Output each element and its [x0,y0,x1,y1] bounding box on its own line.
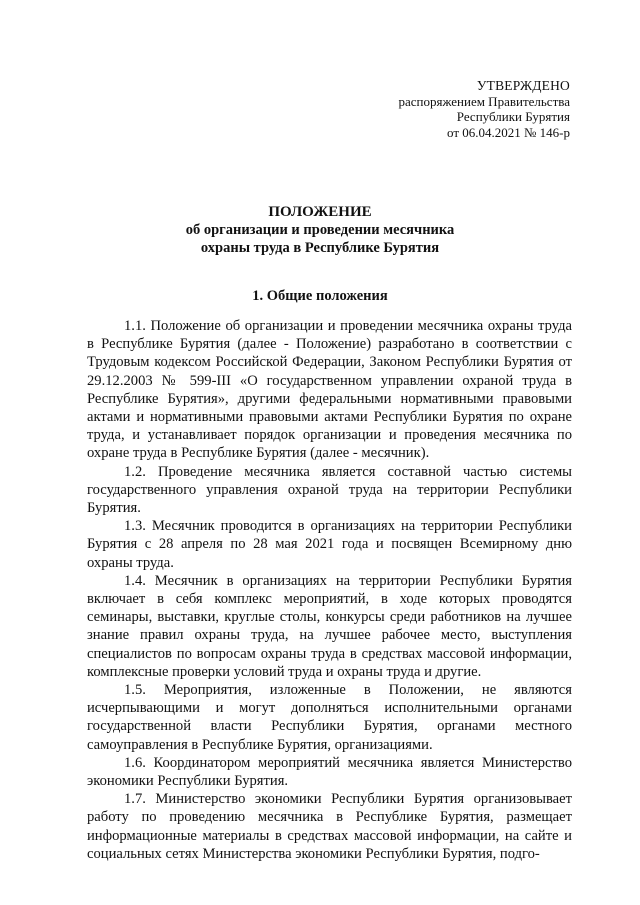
document-title [0,203,640,257]
document-body [87,317,572,863]
title-main: ПОЛОЖЕНИЕ [268,204,372,220]
approval-authority: распоряжением Правительства [398,93,570,109]
approval-stamp [398,78,570,140]
paragraph-1-1: 1.1. Положение об организации и проведении месячника охраны труда в Республике Бурятия (далее - Положение) разработано в соответствии с Трудовым кодексом Российской Федерации, Законом Республики Бурятия от 29.12.2003 № 599-III «О государственном управлении охраной труда в Республике Бурятия», другими федеральными нормативными правовыми актами и нормативными правовыми актами Республики Бурятия по охране труда, и устанавливает порядок организации и проведения месячника по охране труда в Республике Бурятия (далее - месячник). [87,318,572,462]
approval-region: Республики Бурятия [456,109,570,125]
paragraph-1-6: 1.6. Координатором мероприятий месячника является Министерство экономики Республики Бурятия. [87,754,572,790]
title-subtitle-2: охраны труда в Республике Бурятия [200,240,440,256]
section-heading: 1. Общие положения [252,288,388,304]
paragraph-1-7: 1.7. Министерство экономики Республики Бурятия организовывает работу по проведению месячника в Республике Бурятия, размещает информационные материалы в средствах массовой информации, на сайте и социальных сетях Министерства экономики Республики Бурятия, подго- [87,791,572,862]
title-subtitle-1: об организации и проведении месячника [185,222,455,238]
paragraph-1-5: 1.5. Мероприятия, изложенные в Положении, не являются исчерпывающими и могут дополняться исполнительными органами государственной власти Республики Бурятия, органами местного самоуправления в Республике Бурятия, организациями. [87,682,572,753]
approval-heading: УТВЕРЖДЕНО [476,78,570,93]
paragraph-1-4: 1.4. Месячник в организациях на территории Республики Бурятия включает в себя комплекс мероприятий, в ходе которых проводятся семинары, выставки, круглые столы, конкурсы среди работников на лучшее знание правил охраны труда, на лучшее рабочее место, выступления специалистов по вопросам охраны труда в средствах массовой информации, комплексные проверки условий труда и охраны труда и другие. [87,572,572,680]
approval-date-number: от 06.04.2021 № 146-р [447,124,570,140]
paragraph-1-3: 1.3. Месячник проводится в организациях на территории Республики Бурятия с 28 апреля по 28 мая 2021 года и посвящен Всемирному дню охраны труда. [87,518,572,571]
paragraph-1-2: 1.2. Проведение месячника является составной частью системы государственного управления охраной труда на территории Республики Бурятия. [87,463,572,517]
